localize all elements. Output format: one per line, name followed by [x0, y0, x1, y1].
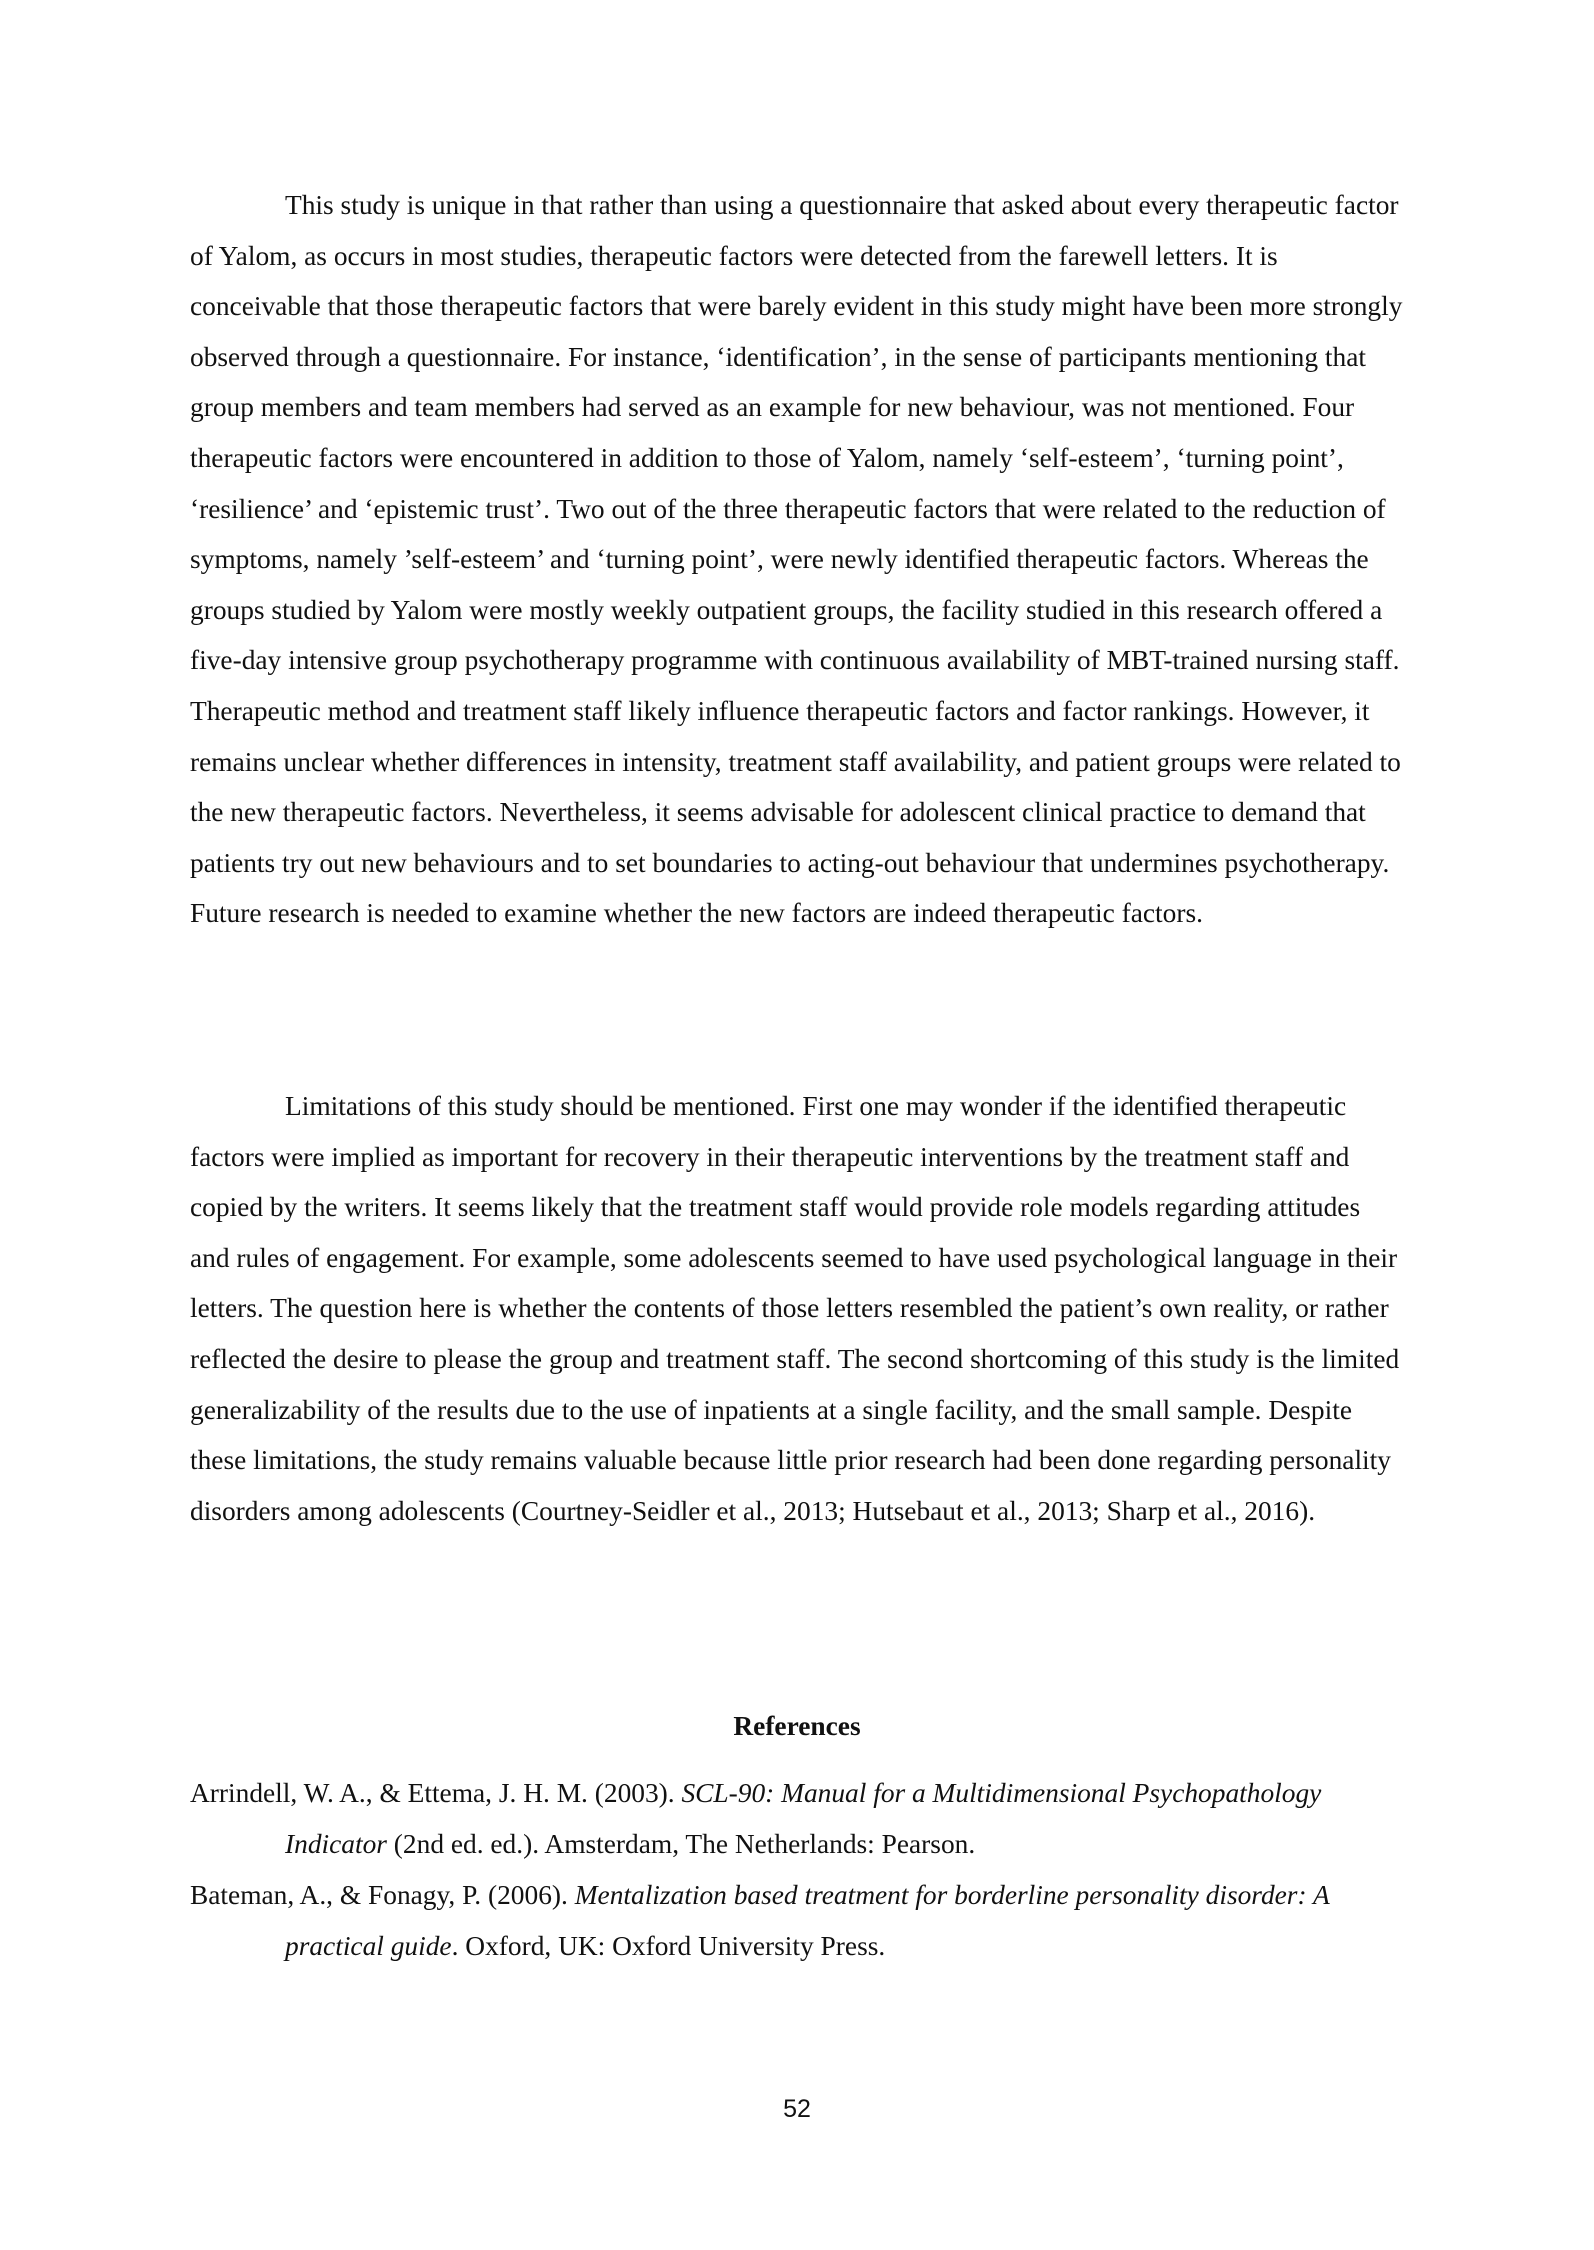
- body-paragraph-2: Limitations of this study should be mentioned. First one may wonder if the identified therapeutic factors were implied as important for recovery in their therapeutic interventions by the treatment staff and copied by the writers. It seems likely that the treatment staff would provide role models regarding attitudes and rules of engagement. For example, some adolescents seemed to have used psychological language in their letters. The question here is whether the contents of those letters resembled the patient’s own reality, or rather reflected the desire to please the group and treatment staff. The second shortcoming of this study is the limited generalizability of the results due to the use of inpatients at a single facility, and the small sample. Despite these limitations, the study remains valuable because little prior research had been done regarding personality disorders among adolescents (Courtney-Seidler et al., 2013; Hutsebaut et al., 2013; Sharp et al., 2016).: [190, 1091, 1400, 1526]
- reference-authors: Arrindell, W. A., & Ettema, J. H. M. (2003).: [190, 1778, 682, 1808]
- reference-publisher: (2nd ed. ed.). Amsterdam, The Netherlands: Pearson.: [386, 1829, 976, 1859]
- body-text-section-2: [190, 1081, 1405, 1536]
- body-text-section-1: [190, 180, 1405, 939]
- body-paragraph-1: This study is unique in that rather than using a questionnaire that asked about every therapeutic factor of Yalom, as occurs in most studies, therapeutic factors were detected from the farewell letters. It is conceivable that those therapeutic factors that were barely evident in this study might have been more strongly observed through a questionnaire. For instance, ‘identification’, in the sense of participants mentioning that group members and team members had served as an example for new behaviour, was not mentioned. Four therapeutic factors were encountered in addition to those of Yalom, namely ‘self-esteem’, ‘turning point’, ‘resilience’ and ‘epistemic trust’. Two out of the three therapeutic factors that were related to the reduction of symptoms, namely ’self-esteem’ and ‘turning point’, were newly identified therapeutic factors. Whereas the groups studied by Yalom were mostly weekly outpatient groups, the facility studied in this research offered a five-day intensive group psychotherapy programme with continuous availability of MBT-trained nursing staff. Therapeutic method and treatment staff likely influence therapeutic factors and factor rankings. However, it remains unclear whether differences in intensity, treatment staff availability, and patient groups were related to the new therapeutic factors. Nevertheless, it seems advisable for adolescent clinical practice to demand that patients try out new behaviours and to set boundaries to acting-out behaviour that undermines psychotherapy. Future research is needed to examine whether the new factors are indeed therapeutic factors.: [190, 190, 1403, 929]
- page-number: 52: [783, 2095, 811, 2123]
- reference-item-bateman: [190, 1870, 1415, 1972]
- reference-list: [190, 1768, 1415, 1972]
- reference-authors: Bateman, A., & Fonagy, P. (2006).: [190, 1880, 575, 1910]
- reference-publisher: . Oxford, UK: Oxford University Press.: [451, 1931, 886, 1961]
- reference-item-arrindell: [190, 1768, 1415, 1870]
- reference-title: Mentalization based treatment for borderline personality disorder: A practical guide: [285, 1880, 1330, 1961]
- references-heading: References: [733, 1711, 861, 1741]
- reference-title: SCL-90: Manual for a Multidimensional Psychopathology Indicator: [285, 1778, 1322, 1859]
